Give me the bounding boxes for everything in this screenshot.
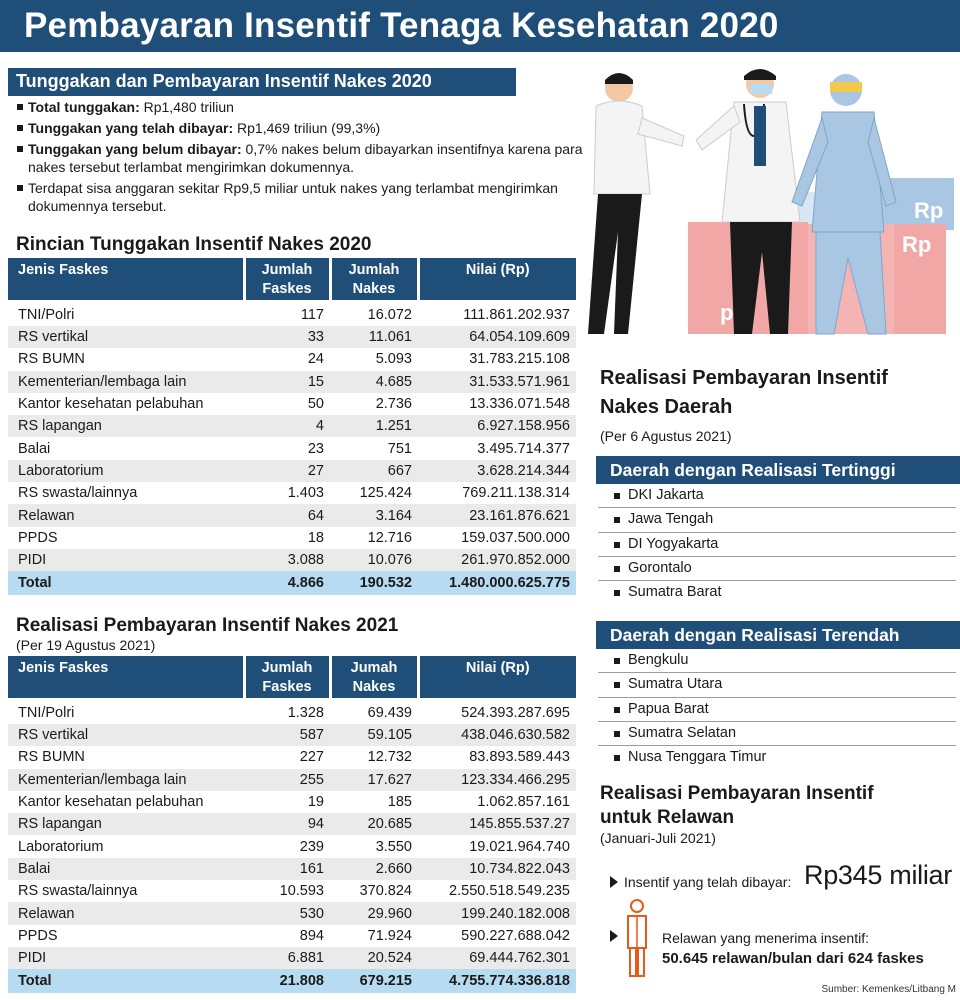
table-cell: 5.093	[375, 351, 412, 368]
table-cell: 4.685	[330, 371, 418, 393]
list-item: Sumatra Utara	[598, 673, 956, 697]
table-cell: 751	[387, 440, 412, 457]
table-row	[8, 326, 576, 348]
table-cell: 125.424	[359, 485, 412, 502]
table-cell: 4.755.774.336.818	[418, 969, 576, 993]
section-header-tunggakan: Tunggakan dan Pembayaran Insentif Nakes 2020	[8, 68, 516, 96]
table-cell: RS vertikal	[8, 326, 244, 348]
table-cell: 3.164	[330, 504, 418, 526]
table-cell: 29.960	[330, 902, 418, 924]
tunggakan-bullets	[14, 98, 584, 218]
table-cell: 4	[244, 415, 330, 437]
table-cell: 50	[307, 396, 324, 413]
table-cell: 21.808	[244, 969, 330, 993]
table-cell: 161	[244, 858, 330, 880]
table-2020-title: Rincian Tunggakan Insentif Nakes 2020	[16, 234, 372, 255]
column-header: Nilai (Rp)	[418, 656, 576, 698]
table-cell: 370.824	[359, 883, 412, 900]
table-cell: 239	[299, 838, 324, 855]
table-cell: PPDS	[18, 529, 58, 546]
column-header: Jumlah Faskes	[244, 258, 330, 300]
table-row	[8, 858, 576, 880]
table-cell: 12.732	[367, 749, 412, 766]
table-cell: Kementerian/lembaga lain	[8, 769, 244, 791]
table-row	[8, 437, 576, 459]
table-row	[8, 371, 576, 393]
list-item: Jawa Tengah	[598, 508, 956, 532]
table-row	[8, 902, 576, 924]
table-cell: 11.061	[330, 326, 418, 348]
table-2021	[8, 656, 576, 993]
table-cell: 524.393.287.695	[461, 705, 570, 721]
list-item: Nusa Tenggara Timur	[598, 746, 956, 770]
terendah-list	[598, 649, 956, 770]
table-cell: Kementerian/lembaga lain	[8, 371, 244, 393]
table-cell: 83.893.589.443	[469, 749, 570, 766]
tertinggi-list	[598, 484, 956, 605]
arrow-icon	[610, 930, 618, 942]
table-cell: RS swasta/lainnya	[18, 883, 138, 900]
table-cell: 1.251	[330, 415, 418, 437]
table-cell: Balai	[18, 440, 51, 457]
table-cell: 2.736	[375, 396, 412, 413]
list-item: Bengkulu	[598, 649, 956, 673]
column-header: Jumah Nakes	[330, 656, 418, 698]
table-cell: 1.480.000.625.775	[418, 571, 576, 595]
table-row	[8, 393, 576, 415]
table-cell: 10.593	[279, 883, 324, 900]
table-cell: 20.524	[330, 947, 418, 969]
table-cell: 123.334.466.295	[418, 769, 576, 791]
table-row	[8, 460, 576, 482]
table-row	[8, 527, 576, 549]
page-title: Pembayaran Insentif Tenaga Kesehatan 2020	[24, 6, 779, 45]
currency-label: Rp	[902, 232, 932, 257]
terendah-header: Daerah dengan Realisasi Terendah	[596, 621, 960, 649]
bullet-item: Tunggakan yang telah dibayar: Rp1,469 triliun (99,3%)	[14, 119, 584, 137]
table-cell: Balai	[8, 858, 244, 880]
table-cell: 13.336.071.548	[469, 396, 570, 413]
table-cell: 199.240.182.008	[418, 902, 576, 924]
paid-value: Rp345 miliar	[804, 860, 952, 890]
table-cell: 19.021.964.740	[469, 838, 570, 855]
table-cell: 590.227.688.042	[461, 927, 570, 944]
table-cell: 145.855.537.27	[418, 813, 576, 835]
table-cell: 3.495.714.377	[477, 440, 570, 457]
table-cell: 6.927.158.956	[418, 415, 576, 437]
table-cell: 185	[387, 794, 412, 811]
source-credit: Sumber: Kemenkes/Litbang M	[821, 984, 956, 995]
column-header: Nilai (Rp)	[418, 258, 576, 300]
recipients-label: Relawan yang menerima insentif:	[662, 930, 869, 946]
table-cell: 94	[244, 813, 330, 835]
person-left	[588, 73, 684, 334]
table-cell: Kantor kesehatan pelabuhan	[18, 396, 204, 413]
table-row	[8, 698, 576, 724]
currency-label: p	[720, 300, 734, 325]
daerah-title: Realisasi Pembayaran Insentif Nakes Daerah	[600, 367, 888, 418]
table-cell: Laboratorium	[18, 838, 104, 855]
table-cell: 17.627	[330, 769, 418, 791]
relawan-title: Realisasi Pembayaran Insentif untuk Relawan	[600, 783, 874, 828]
table-row	[8, 880, 576, 902]
table-cell: RS BUMN	[18, 351, 85, 368]
table-cell: 71.924	[367, 927, 412, 944]
bullet-item: Terdapat sisa anggaran sekitar Rp9,5 miliar untuk nakes yang terlambat mengirimkan dokumennya tersebut.	[14, 179, 584, 215]
table-cell: 69.444.762.301	[418, 947, 576, 969]
table-cell: 23.161.876.621	[418, 504, 576, 526]
column-header: Jumlah Faskes	[244, 656, 330, 698]
table-cell: 69.439	[367, 705, 412, 721]
bullet-item: Total tunggakan: Rp1,480 triliun	[14, 98, 584, 116]
table-row	[8, 769, 576, 791]
table-total-row	[8, 571, 576, 595]
table-cell: 159.037.500.000	[461, 529, 570, 546]
tertinggi-header: Daerah dengan Realisasi Tertinggi	[596, 456, 960, 484]
table-cell: Relawan	[8, 902, 244, 924]
table-cell: 59.105	[330, 724, 418, 746]
table-row	[8, 791, 576, 813]
table-row	[8, 835, 576, 857]
table-cell: 587	[244, 724, 330, 746]
table-2021-title: Realisasi Pembayaran Insentif Nakes 2021	[16, 615, 399, 636]
table-cell: RS vertikal	[8, 724, 244, 746]
list-item: Sumatra Barat	[598, 581, 956, 605]
table-cell: 438.046.630.582	[418, 724, 576, 746]
table-cell: 1.062.857.161	[477, 794, 570, 811]
list-item: Gorontalo	[598, 557, 956, 581]
table-cell: 64	[244, 504, 330, 526]
table-cell: 16.072	[367, 307, 412, 323]
table-cell: 24	[307, 351, 324, 368]
table-cell: PPDS	[18, 927, 58, 944]
currency-label: Rp	[914, 198, 944, 223]
column-header: Jumlah Nakes	[330, 258, 418, 300]
list-item: DI Yogyakarta	[598, 533, 956, 557]
table-cell: 227	[299, 749, 324, 766]
list-item: Sumatra Selatan	[598, 722, 956, 746]
table-cell: 19	[307, 794, 324, 811]
table-cell: 31.533.571.961	[418, 371, 576, 393]
table-cell: 679.215	[330, 969, 418, 993]
table-row	[8, 724, 576, 746]
table-row	[8, 549, 576, 571]
table-2021-subtitle: (Per 19 Agustus 2021)	[16, 637, 156, 653]
list-item: DKI Jakarta	[598, 484, 956, 508]
table-total-row	[8, 969, 576, 993]
table-cell: 12.716	[367, 529, 412, 546]
table-row	[8, 947, 576, 969]
daerah-subtitle: (Per 6 Agustus 2021)	[600, 428, 732, 444]
table-cell: 2.660	[330, 858, 418, 880]
table-cell: 23	[307, 440, 324, 457]
recipients-value: 50.645 relawan/bulan dari 624 faskes	[662, 950, 924, 967]
table-cell: 894	[299, 927, 324, 944]
table-row	[8, 300, 576, 326]
table-row	[8, 348, 576, 370]
table-cell: 20.685	[330, 813, 418, 835]
table-cell: 18	[307, 529, 324, 546]
table-cell: 4.866	[244, 571, 330, 595]
column-header: Jenis Faskes	[8, 656, 244, 698]
table-cell: 33	[244, 326, 330, 348]
table-cell: PIDI	[8, 947, 244, 969]
table-cell: 530	[244, 902, 330, 924]
title-bar	[0, 0, 960, 52]
table-cell: 15	[244, 371, 330, 393]
table-cell: RS lapangan	[8, 415, 244, 437]
table-row	[8, 746, 576, 768]
table-cell: 117	[300, 307, 324, 323]
table-row	[8, 415, 576, 437]
table-cell: Relawan	[8, 504, 244, 526]
column-header: Jenis Faskes	[8, 258, 244, 300]
table-cell: TNI/Polri	[18, 307, 75, 323]
table-row	[8, 482, 576, 504]
table-cell: RS BUMN	[18, 749, 85, 766]
table-cell: 10.076	[330, 549, 418, 571]
table-row	[8, 925, 576, 947]
table-cell: 3.550	[375, 838, 412, 855]
list-item: Papua Barat	[598, 698, 956, 722]
table-cell: 27	[244, 460, 330, 482]
table-cell: 10.734.822.043	[418, 858, 576, 880]
table-cell: TNI/Polri	[18, 705, 75, 721]
table-cell: RS swasta/lainnya	[18, 485, 138, 502]
table-cell: 6.881	[244, 947, 330, 969]
health-workers-illustration	[584, 62, 960, 344]
table-cell: Total	[8, 969, 244, 993]
table-row	[8, 813, 576, 835]
arrow-icon	[610, 876, 618, 888]
table-cell: 769.211.138.314	[462, 485, 570, 502]
paid-label: Insentif yang telah dibayar:	[624, 874, 792, 890]
table-cell: RS lapangan	[8, 813, 244, 835]
table-cell: 2.550.518.549.235	[449, 883, 570, 900]
table-cell: 190.532	[330, 571, 418, 595]
table-cell: 1.328	[287, 705, 324, 721]
bullet-item: Tunggakan yang belum dibayar: 0,7% nakes belum dibayarkan insentifnya karena para nakes tersebut terlambat mengirimkan dokumennya.	[14, 140, 584, 176]
table-cell: 31.783.215.108	[469, 351, 570, 368]
table-cell: Kantor kesehatan pelabuhan	[18, 794, 204, 811]
table-cell: 64.054.109.609	[418, 326, 576, 348]
volunteer-icon	[624, 898, 650, 978]
table-cell: Total	[8, 571, 244, 595]
table-cell: 111.861.202.937	[463, 307, 570, 323]
table-cell: 3.628.214.344	[418, 460, 576, 482]
table-cell: PIDI	[8, 549, 244, 571]
table-cell: Laboratorium	[8, 460, 244, 482]
table-2020	[8, 258, 576, 595]
table-cell: 3.088	[244, 549, 330, 571]
relawan-subtitle: (Januari-Juli 2021)	[600, 830, 716, 846]
table-cell: 255	[244, 769, 330, 791]
table-cell: 1.403	[287, 485, 324, 502]
table-cell: 667	[330, 460, 418, 482]
table-row	[8, 504, 576, 526]
table-cell: 261.970.852.000	[418, 549, 576, 571]
